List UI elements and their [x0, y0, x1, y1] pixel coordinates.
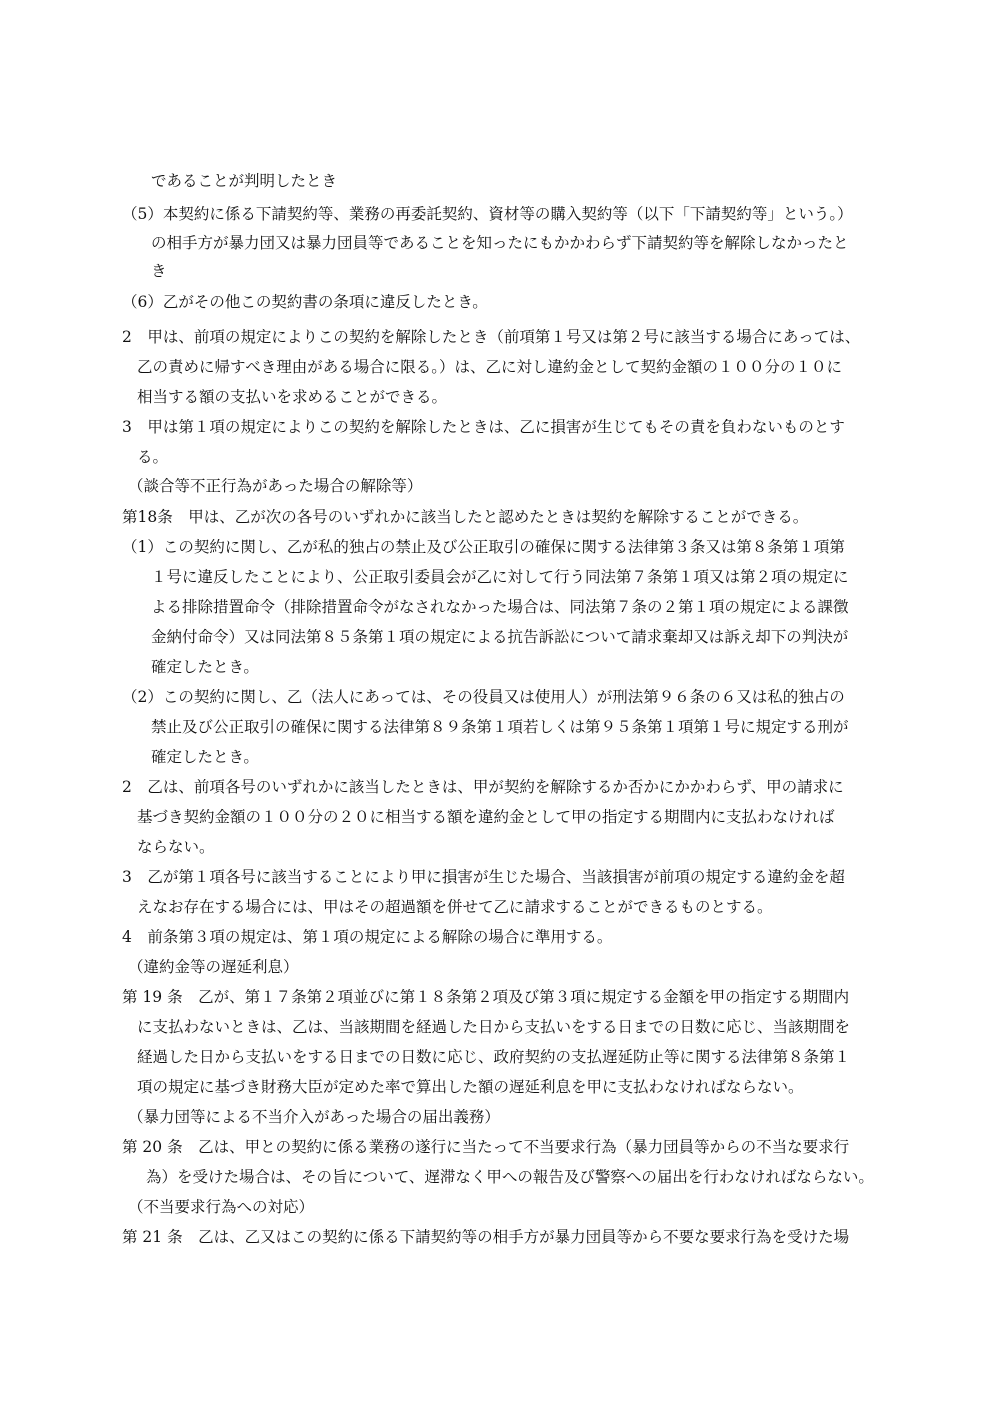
text-line: （6）乙がその他この契約書の条項に違反したとき。: [122, 293, 488, 311]
text-line: （2）この契約に関し、乙（法人にあっては、その役員又は使用人）が刑法第９６条の６又は私的独占の: [122, 688, 845, 706]
text-line: １号に違反したことにより、公正取引委員会が乙に対して行う同法第７条第１項又は第２項の規定に: [151, 568, 849, 586]
text-line: 確定したとき。: [151, 658, 259, 676]
text-line: 項の規定に基づき財務大臣が定めた率で算出した額の遅延利息を甲に支払わなければならない。: [137, 1078, 804, 1096]
text-line: 4 前条第３項の規定は、第１項の規定による解除の場合に準用する。: [122, 928, 613, 946]
text-line: えなお存在する場合には、甲はその超過額を併せて乙に請求することができるものとする。: [137, 898, 773, 916]
section-heading: （暴力団等による不当介入があった場合の届出義務）: [128, 1108, 500, 1126]
text-line: 3 乙が第１項各号に該当することにより甲に損害が生じた場合、当該損害が前項の規定する違約金を超: [122, 868, 845, 886]
text-line: き: [151, 262, 167, 280]
text-line: 経過した日から支払いをする日までの日数に応じ、政府契約の支払遅延防止等に関する法律第８条第１: [137, 1048, 851, 1066]
text-line: ならない。: [137, 838, 215, 856]
text-line: 2 乙は、前項各号のいずれかに該当したときは、甲が契約を解除するか否かにかかわらず、甲の請求に: [122, 778, 844, 796]
text-line: の相手方が暴力団又は暴力団員等であることを知ったにもかかわらず下請契約等を解除しなかったと: [151, 234, 849, 252]
text-line: 乙の責めに帰すべき理由がある場合に限る。）は、乙に対し違約金として契約金額の１００分の１０に: [137, 358, 842, 376]
section-heading: （不当要求行為への対応）: [128, 1198, 315, 1216]
text-line: 金納付命令）又は同法第８５条第１項の規定による抗告訴訟について請求棄却又は訴え却下の判決が: [151, 628, 849, 646]
text-line: （1）この契約に関し、乙が私的独占の禁止及び公正取引の確保に関する法律第３条又は第８条第１項第: [122, 538, 845, 556]
section-heading: （談合等不正行為があった場合の解除等）: [128, 477, 423, 495]
text-line: よる排除措置命令（排除措置命令がなされなかった場合は、同法第７条の２第１項の規定による課徴: [151, 598, 849, 616]
text-line: （5）本契約に係る下請契約等、業務の再委託契約、資材等の購入契約等（以下「下請契約等」という。）: [122, 205, 853, 223]
text-line: 相当する額の支払いを求めることができる。: [137, 388, 448, 406]
article-line: 第 19 条 乙が、第１７条第２項並びに第１８条第２項及び第３項に規定する金額を甲の指定する期間内: [122, 988, 850, 1006]
text-line: 為）を受けた場合は、その旨について、遅滞なく甲への報告及び警察への届出を行わなければならない。: [146, 1168, 874, 1186]
article-line: 第18条 甲は、乙が次の各号のいずれかに該当したと認めたときは契約を解除することができる。: [122, 508, 809, 526]
text-line: 禁止及び公正取引の確保に関する法律第８９条第１項若しくは第９５条第１項第１号に規定する刑が: [151, 718, 849, 736]
text-line: であることが判明したとき: [151, 172, 338, 190]
text-line: 2 甲は、前項の規定によりこの契約を解除したとき（前項第１号又は第２号に該当する場合にあっては、: [122, 328, 861, 346]
text-line: 3 甲は第１項の規定によりこの契約を解除したときは、乙に損害が生じてもその責を負わないものとす: [122, 418, 845, 436]
article-line: 第 20 条 乙は、甲との契約に係る業務の遂行に当たって不当要求行為（暴力団員等からの不当な要求行: [122, 1138, 850, 1156]
text-line: に支払わないときは、乙は、当該期間を経過した日から支払いをする日までの日数に応じ、当該期間を: [137, 1018, 851, 1036]
text-line: 基づき契約金額の１００分の２０に相当する額を違約金として甲の指定する期間内に支払わなければ: [137, 808, 835, 826]
section-heading: （違約金等の遅延利息）: [128, 958, 299, 976]
text-line: る。: [137, 448, 169, 466]
text-line: 確定したとき。: [151, 748, 259, 766]
article-line: 第 21 条 乙は、乙又はこの契約に係る下請契約等の相手方が暴力団員等から不要な要求行為を受けた場: [122, 1228, 850, 1246]
